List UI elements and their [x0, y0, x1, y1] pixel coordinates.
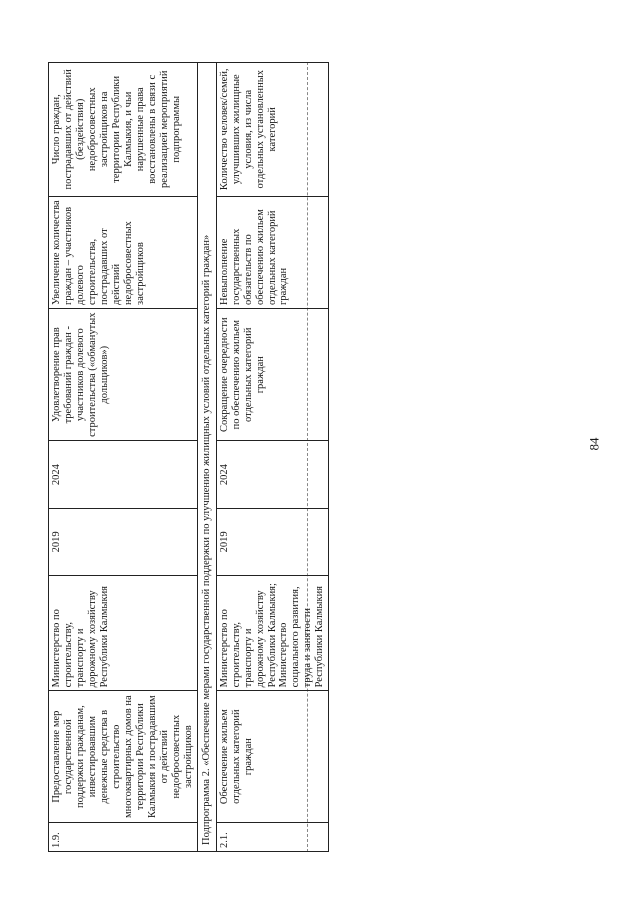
cell-end-year [49, 441, 198, 508]
row-number: 2.1. [218, 832, 230, 848]
cell-consequence [49, 196, 198, 308]
cell-indicator [49, 63, 198, 197]
page-number: 84 [586, 437, 602, 451]
indicator-text: Количество человек/семей, улучшивших жилищные условия, из числа отдельных установленных категорий [218, 68, 278, 191]
cell-executor [216, 575, 329, 690]
cell-measure-name [49, 691, 198, 823]
row-number: 1.9. [51, 832, 62, 848]
cell-end-year [216, 441, 329, 508]
cell-measure-name [216, 691, 329, 823]
table-row [49, 63, 198, 852]
end-year: 2024 [218, 464, 230, 486]
consequence-text: Невыполнение государственных обязательств по обеспечению жильем отдельных категорий граждан [218, 209, 290, 305]
cell-start-year [216, 508, 329, 575]
subprogram-title-cell [197, 63, 216, 852]
subprogram-title: Подпрограмма 2. «Обеспечение мерами государственной поддержки по улучшению жилищных условий отдельных категорий граждан» [200, 234, 212, 845]
expected-result: Удовлетворение прав требований граждан - участников долевого строительства («обманутых дольщиков») [51, 312, 110, 437]
indicator-text: Число граждан, пострадавших от действий (бездействия) недобросовестных застройщиков на территории Республики Калмыкия, и чьи нарушенные права восстановлены в связи с реализацией мероприятий подпрограммы [51, 69, 182, 190]
executor-text: Министерство по строительству, транспорту и дорожному хозяйству Республики Калмыкия [51, 585, 110, 688]
program-measures-table [48, 62, 329, 852]
measure-name: Обеспечение жильем отдельных категорий граждан [218, 709, 254, 805]
cell-executor [49, 575, 198, 690]
program-table-sheet [48, 62, 326, 852]
start-year: 2019 [51, 531, 62, 553]
cell-indicator [216, 63, 329, 197]
expected-result: Сокращение очередности по обеспечению жильем отдельных категорий граждан [218, 317, 266, 432]
cell-consequence [216, 196, 329, 308]
executor-text: Министерство по строительству, транспорту и дорожному хозяйству Республики Калмыкия; Министерство социального развития, труда и занятости Республики Калмыкия [218, 583, 326, 688]
table-row [216, 63, 329, 852]
cell-start-year [49, 508, 198, 575]
cell-expected-result [49, 308, 198, 441]
measure-name: Предоставление мер государственной поддержки гражданам, инвестировавшим денежные средства в строительство многоквартирных домов на территории Республики Калмыкия и пострадавшим от действий недобросовестных застройщиков [51, 695, 194, 818]
start-year: 2019 [218, 531, 230, 553]
cell-number [49, 822, 198, 851]
consequence-text: Увеличение количества граждан – участников долевого строительства, пострадавших от действий недобросовестных застройщиков [51, 200, 146, 305]
cell-number [216, 822, 329, 851]
end-year: 2024 [51, 464, 62, 486]
subprogram-header-row [197, 63, 216, 852]
cell-expected-result [216, 308, 329, 441]
